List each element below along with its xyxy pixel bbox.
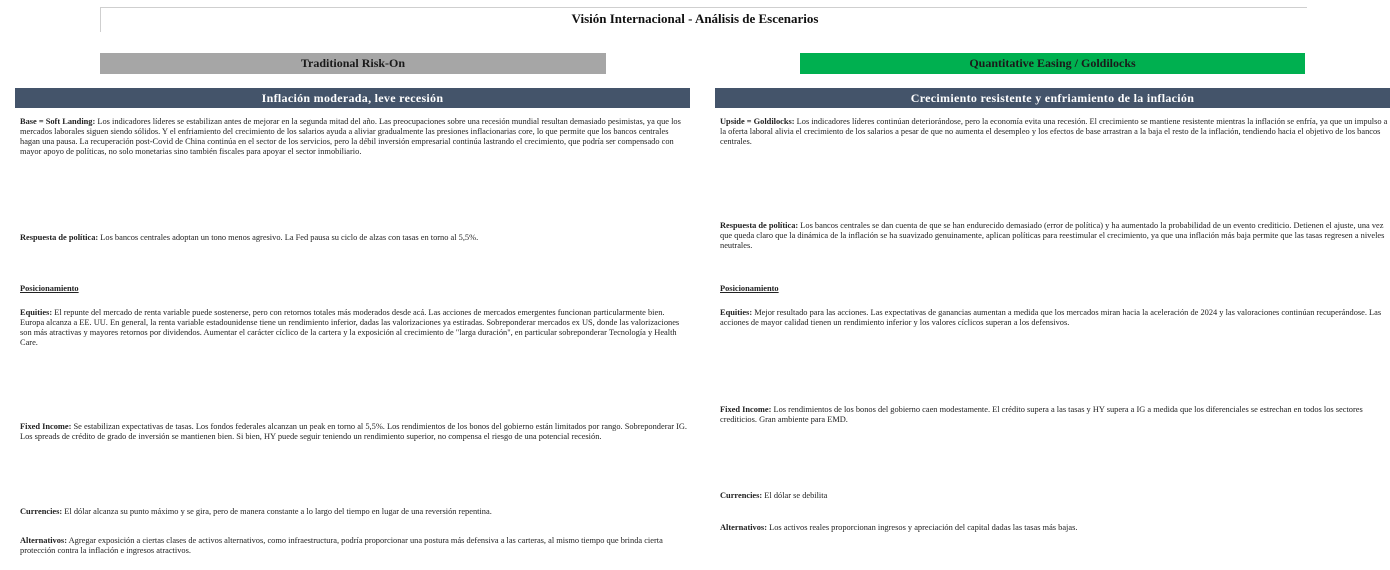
left-equities-paragraph [20,308,690,348]
left-alternatives-text: Agregar exposición a ciertas clases de activos alternativos, como infraestructura, podría proporcionar una postura más defensiva a las carteras, al mismo tiempo que brinda cierta protección contra la inflación e ingresos atractivos. [20,536,663,555]
left-policy-label: Respuesta de política: [20,233,99,242]
left-fixed-income-paragraph [20,422,690,442]
left-fixed-income-text: Se estabilizan expectativas de tasas. Los fondos federales alcanzan un peak en torno al 5,5%. Los rendimientos de los bonos del gobierno están limitados por rango. Sobreponderar IG. Los spreads de crédito de grado de inversión se mantienen bien. Si bien, HY puede seguir teniendo un rendimiento superior, no compensa el riesgo de una potencial recesión. [20,422,688,441]
page-title: Visión Internacional - Análisis de Escenarios [571,11,819,26]
right-positioning-heading [720,284,1388,294]
left-base-label: Base = Soft Landing: [20,117,96,126]
left-fixed-income-label: Fixed Income: [20,422,72,431]
right-alternatives-text: Los activos reales proporcionan ingresos y apreciación del capital dadas las tasas más bajas. [766,523,1078,532]
left-positioning-label: Posicionamiento [20,284,79,293]
right-upside-paragraph [720,117,1388,147]
left-currencies-label: Currencies: [20,507,63,516]
right-policy-text: Los bancos centrales se dan cuenta de que se han endurecido demasiado (error de política) y ha aumentado la probabilidad de un evento crediticio. Detienen el ajuste, una vez que queda claro que la dinámica de la inflación se ha suavizado genuinamente, aplican políticas para reestimular el crecimiento, ya que una inflación más baja permite que las tasas regresen a niveles neutrales. [720,221,1385,250]
right-currencies-text: El dólar se debilita [762,491,828,500]
right-alternatives-paragraph [720,523,1388,533]
right-equities-label: Equities: [720,308,753,317]
right-currencies-label: Currencies: [720,491,763,500]
left-positioning-heading [20,284,690,294]
right-fixed-income-text: Los rendimientos de los bonos del gobierno caen modestamente. El crédito supera a las tasas y HY supera a IG a medida que los diferenciales se estrechan en todos los sectores crediticios. Gran ambiente para EMD. [720,405,1363,424]
left-alternatives-paragraph [20,536,690,556]
scenario-tag-goldilocks: Quantitative Easing / Goldilocks [800,53,1305,74]
left-equities-label: Equities: [20,308,53,317]
left-base-paragraph [20,117,690,157]
left-alternatives-label: Alternativos: [20,536,67,545]
right-policy-label: Respuesta de política: [720,221,799,230]
right-currencies-paragraph [720,491,1388,501]
right-equities-text: Mejor resultado para las acciones. Las expectativas de ganancias aumentan a medida que los mercados miran hacia la aceleración de 2024 y las valoraciones continúan recuperándose. Las acciones de mayor calidad tienen un rendimiento inferior y los valores cíclicos superan a los defensivos. [720,308,1382,327]
right-policy-paragraph [720,221,1388,251]
left-currencies-text: El dólar alcanza su punto máximo y se gira, pero de manera constante a lo largo del tiempo en lugar de una reversión repentina. [62,507,492,516]
right-alternatives-label: Alternativos: [720,523,767,532]
scenario-tag-traditional-risk-on: Traditional Risk-On [100,53,606,74]
right-positioning-label: Posicionamiento [720,284,779,293]
right-upside-label: Upside = Goldilocks: [720,117,795,126]
left-equities-text: El repunte del mercado de renta variable puede sostenerse, pero con retornos totales más moderados desde acá. Las acciones de mercados emergentes funcionan particularmente bien. Europa alcanza a EE. UU. En general, la renta variable estadounidense tiene un rendimiento inferior, dadas las valorizaciones ya estiradas. Sobreponderar mercados ex US, donde las valorizaciones son más atractivas y mayores retornos por dividendos. Aumentar el carácter cíclico de la cartera y la exposición al crecimiento de "larga duración", en particular sobreponderar Tecnología y Health Care. [20,308,680,347]
right-equities-paragraph [720,308,1388,328]
right-upside-text: Los indicadores líderes continúan deteriorándose, pero la economía evita una recesión. El crecimiento se mantiene resistente mientras la inflación se enfría, ya que un impulso a la oferta laboral alivia el crecimiento de los salarios a pesar de que no aumenta el desempleo y los efectos de base arrastran a la baja el resto de la inflación, tendiendo hacia el objetivo de los bancos centrales. [720,117,1388,146]
left-currencies-paragraph [20,507,690,517]
left-base-text: Los indicadores líderes se estabilizan antes de mejorar en la segunda mitad del año. Las preocupaciones sobre una recesión mundial resultan demasiado pesimistas, ya que los mercados laborales siguen siendo sólidos. Y el enfriamiento del crecimiento de los salarios ayuda a aliviar gradualmente las presiones inflacionarias core, lo que permite que los bancos centrales hagan una pausa. La recuperación post-Covid de China continúa en el sector de los servicios, pero la débil inversión empresarial continúa lastrando el crecimiento, que podría ser compensado con mayor apoyo de políticas, no solo monetarias sino también fiscales para apoyar el sector inmobiliario. [20,117,681,156]
left-scenario-heading: Inflación moderada, leve recesión [15,88,690,108]
left-policy-paragraph [20,233,690,243]
left-policy-text: Los bancos centrales adoptan un tono menos agresivo. La Fed pausa su ciclo de alzas con tasas en torno al 5,5%. [98,233,479,242]
right-fixed-income-label: Fixed Income: [720,405,772,414]
right-fixed-income-paragraph [720,405,1388,425]
right-scenario-heading: Crecimiento resistente y enfriamiento de la inflación [715,88,1390,108]
